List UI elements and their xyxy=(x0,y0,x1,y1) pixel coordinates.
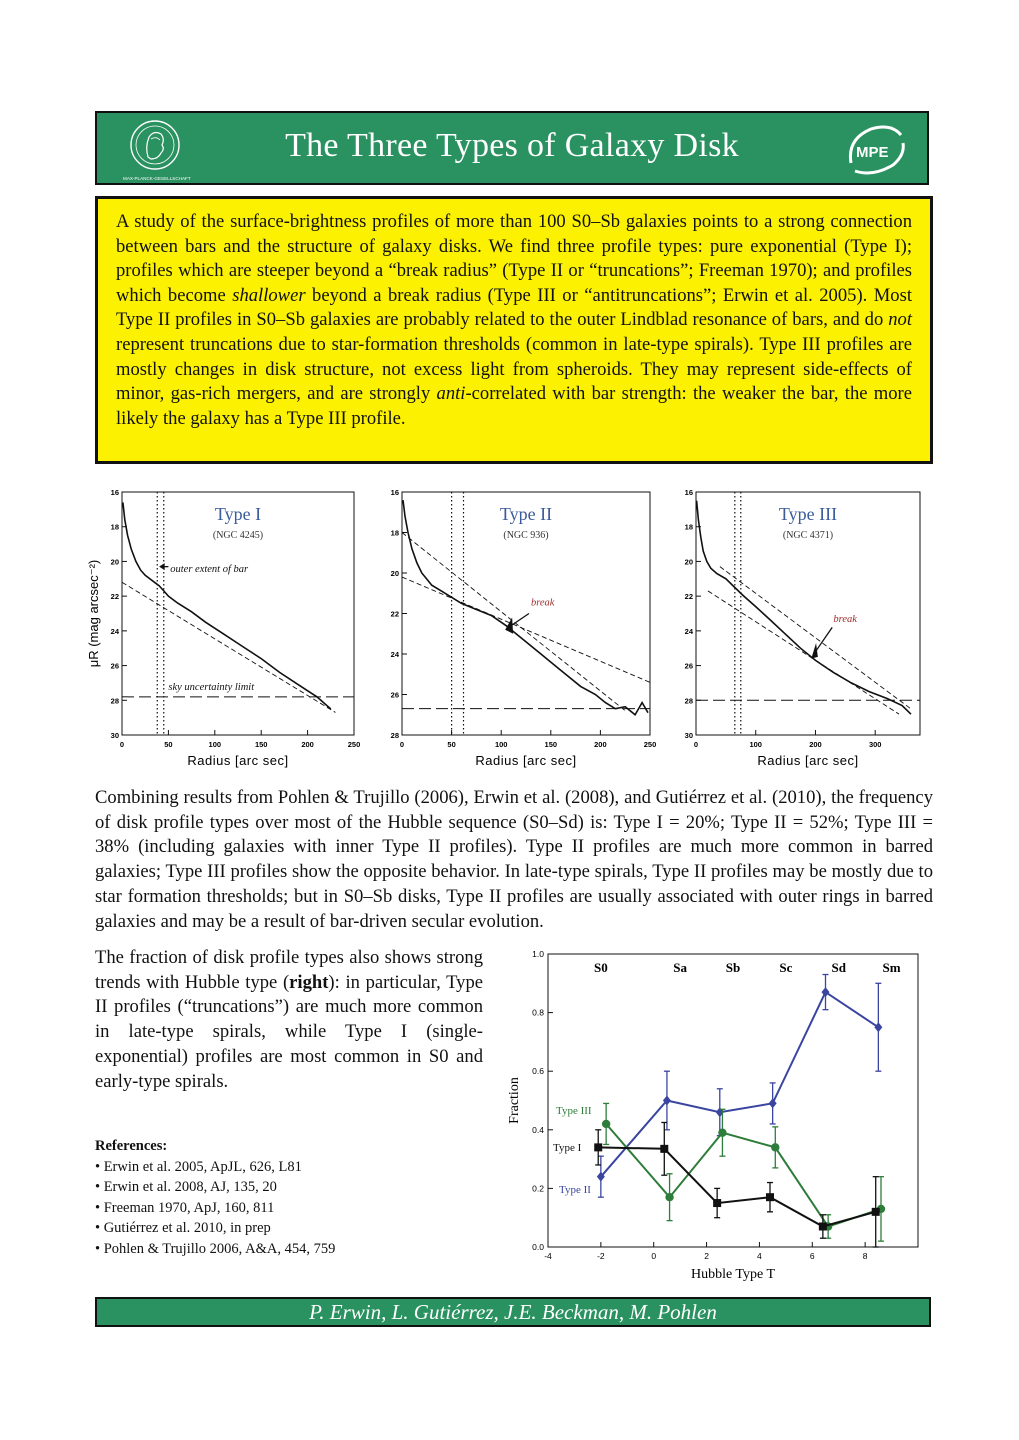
mpe-logo xyxy=(843,119,909,179)
x-tick-label: 50 xyxy=(447,740,456,749)
data-point xyxy=(766,1193,774,1201)
series-label: Type III xyxy=(556,1105,592,1117)
series-line xyxy=(606,1124,881,1227)
y-tick-label: 28 xyxy=(684,696,693,706)
data-point xyxy=(822,987,830,997)
x-tick-label: 300 xyxy=(868,740,882,749)
type-ii-profile-chart xyxy=(366,482,666,772)
reference-item: • Erwin et al. 2005, ApJL, 626, L81 xyxy=(95,1158,302,1175)
x-tick-label: 100 xyxy=(494,740,508,749)
data-point xyxy=(718,1129,726,1137)
y-tick-label: 26 xyxy=(390,690,399,700)
y-tick-label: 30 xyxy=(110,731,119,740)
x-tick-label: 150 xyxy=(254,740,268,749)
panel-title: Type I xyxy=(214,504,262,524)
x-tick-label: 50 xyxy=(164,740,173,749)
x-tick-label: 150 xyxy=(544,740,558,749)
x-tick-label: 6 xyxy=(809,1251,815,1261)
panel-annotation: sky uncertainty limit xyxy=(168,681,255,693)
x-tick-label: 4 xyxy=(757,1251,762,1261)
abstract-text-4: -correlated with bar strength: the weaker the bar, the more likely the galaxy has a Type III profile. xyxy=(116,383,912,429)
x-axis-label: Radius [arc sec] xyxy=(757,753,859,768)
body-paragraph: Combining results from Pohlen & Trujillo (2006), Erwin et al. (2008), and Gutiérrez et al. (2010), the frequency of disk profile types over most of the Hubble sequence (S0–Sd) is: Type I = 20%; Type II = 52%; Type III = 38% (including galaxies with inner Type II profiles). Type II profiles are much more common in barred galaxies; Type III profiles show the opposite behavior. In late-type spirals, Type II profiles may be mostly due to star formation thresholds; but in S0–Sb disks, Type II profiles are usually associated with outer rings in barred galaxies and may be a result of bar-driven secular evolution. xyxy=(95,787,933,932)
plot-frame xyxy=(402,492,650,735)
references-title: References: xyxy=(95,1138,168,1154)
references-list xyxy=(95,1136,455,1259)
x-tick-label: 0 xyxy=(119,740,125,749)
series-label: Type I xyxy=(553,1142,582,1154)
data-point xyxy=(872,1208,880,1216)
x-tick-label: 100 xyxy=(749,740,762,749)
y-tick-label: 16 xyxy=(684,488,693,497)
x-tick-label: 0 xyxy=(399,740,405,749)
plot-frame xyxy=(548,954,918,1247)
data-point xyxy=(769,1098,777,1108)
authors-banner: P. Erwin, L. Gutiérrez, J.E. Beckman, M. Pohlen xyxy=(95,1297,931,1327)
hubble-class-label: Sa xyxy=(673,960,688,975)
data-point xyxy=(594,1143,602,1151)
exponential-fit-line xyxy=(708,591,899,714)
y-tick-label: 24 xyxy=(390,650,399,659)
y-tick-label: 20 xyxy=(684,557,693,567)
y-tick-label: 1.0 xyxy=(532,949,544,959)
annotation-arrowhead xyxy=(159,563,165,570)
hubble-class-label: Sd xyxy=(831,960,846,975)
seal-caption: MAX-PLANCK-GESELLSCHAFT xyxy=(123,176,191,181)
x-tick-label: 200 xyxy=(594,740,607,749)
abstract-text-1: A study of the surface-brightness profiles of more than 100 S0–Sb galaxies points to a strong connection between bars and the structure of galaxy disks. We find three profile types: pure exponential (Type I); profiles which are steeper beyond a “break radius” (Type II or “truncations”; Freeman 1970); and profiles which become xyxy=(116,211,912,306)
hubble-class-label: Sm xyxy=(882,960,901,975)
trend-paragraph xyxy=(95,946,483,1094)
annotation-arrowhead xyxy=(811,643,818,659)
y-tick-label: 22 xyxy=(390,609,399,619)
y-tick-label: 22 xyxy=(110,592,119,602)
x-axis-label: Radius [arc sec] xyxy=(187,753,289,768)
x-axis-label: Radius [arc sec] xyxy=(475,753,577,768)
reference-item: • Pohlen & Trujillo 2006, A&A, 454, 759 xyxy=(95,1240,336,1257)
data-point xyxy=(602,1120,610,1128)
data-point xyxy=(713,1199,721,1207)
y-axis-label: μR (mag arcsec⁻²) xyxy=(86,559,101,668)
y-tick-label: 16 xyxy=(110,488,119,497)
data-point xyxy=(665,1193,673,1201)
trend-text-1: The fraction of disk profile types also shows strong trends with Hubble type ( xyxy=(95,947,483,993)
series-label: Type II xyxy=(559,1184,591,1196)
x-tick-label: 200 xyxy=(301,740,314,749)
y-tick-label: 28 xyxy=(110,696,119,706)
page-title: The Three Types of Galaxy Disk xyxy=(285,127,739,164)
panel-subtitle: (NGC 4371) xyxy=(782,530,834,541)
reference-item: • Gutiérrez et al. 2010, in prep xyxy=(95,1220,271,1236)
y-tick-label: 0.6 xyxy=(532,1066,544,1077)
abstract-text-2: beyond a break radius (Type III or “antitruncations”; Erwin et al. 2005). Most Type II profiles in S0–Sb galaxies are probably related to the outer Lindblad resonance of bars, and do xyxy=(116,284,913,331)
y-tick-label: 0.4 xyxy=(532,1124,544,1135)
reference-item: • Freeman 1970, ApJ, 160, 811 xyxy=(95,1199,275,1216)
panel-subtitle: (NGC 4245) xyxy=(212,530,264,541)
x-tick-label: 2 xyxy=(704,1251,709,1261)
y-axis-label: Fraction xyxy=(507,1077,522,1124)
hubble-class-label: Sc xyxy=(779,960,793,975)
panel-title: Type III xyxy=(778,504,838,524)
y-tick-label: 20 xyxy=(390,569,399,578)
panel-annotation: break xyxy=(530,597,555,609)
y-tick-label: 26 xyxy=(110,661,119,671)
hubble-class-label: Sb xyxy=(725,960,741,975)
abstract-box xyxy=(95,196,933,464)
y-tick-label: 0.0 xyxy=(532,1242,544,1252)
exponential-fit-line xyxy=(720,567,911,709)
x-tick-label: 0 xyxy=(651,1251,657,1261)
y-tick-label: 16 xyxy=(390,488,399,497)
y-tick-label: 30 xyxy=(684,731,693,740)
type-iii-profile-chart xyxy=(666,482,936,772)
data-point xyxy=(819,1222,827,1230)
y-tick-label: 28 xyxy=(390,731,399,740)
y-tick-label: 20 xyxy=(110,557,119,567)
x-tick-label: 100 xyxy=(208,740,222,749)
panel-annotation: break xyxy=(833,614,857,626)
x-tick-label: 0 xyxy=(693,740,699,749)
data-point xyxy=(874,1022,882,1032)
abstract-emphasis-shallower: shallower xyxy=(232,284,306,306)
exponential-fit-line xyxy=(402,533,625,711)
reference-item: • Erwin et al. 2008, AJ, 135, 20 xyxy=(95,1179,277,1195)
abstract-text-3: represent truncations due to star-formation thresholds (common in late-type spirals). Type III profiles are mostly changes in disk structure, not excess light from spheroids. They may represent side-effects of minor, gas-rich mergers, and are strongly xyxy=(116,333,912,405)
exponential-fit-line xyxy=(402,577,650,682)
y-tick-label: 24 xyxy=(684,626,693,636)
panel-subtitle: (NGC 936) xyxy=(503,530,549,541)
data-point xyxy=(660,1145,668,1153)
trend-bold-right: right xyxy=(289,971,329,993)
abstract-emphasis-not: not xyxy=(888,309,912,331)
trend-text-2: ): in particular, Type II profiles (“truncations”) are much more common in late-type spirals, while Type I (single-exponential) profiles are most common in S0 and early-type spirals. xyxy=(95,971,483,1092)
y-tick-label: 22 xyxy=(684,592,693,602)
y-tick-label: 18 xyxy=(390,528,399,538)
x-tick-label: 250 xyxy=(347,740,361,749)
x-tick-label: 250 xyxy=(643,740,657,749)
x-tick-label: -4 xyxy=(544,1251,552,1261)
y-tick-label: 24 xyxy=(110,626,119,636)
annotation-arrow xyxy=(511,614,529,626)
data-point xyxy=(771,1143,779,1151)
y-tick-label: 26 xyxy=(684,661,693,671)
mpe-logo-text: MPE xyxy=(856,144,889,161)
panel-annotation: outer extent of bar xyxy=(170,563,249,575)
y-tick-label: 0.2 xyxy=(532,1183,544,1194)
type-i-profile-chart xyxy=(82,482,367,772)
x-axis-label: Hubble Type T xyxy=(690,1267,776,1282)
abstract-emphasis-anti: anti xyxy=(436,383,466,405)
x-tick-label: 200 xyxy=(809,740,822,749)
series-line xyxy=(598,1147,876,1226)
exponential-fit-line xyxy=(122,582,335,712)
x-tick-label: 8 xyxy=(862,1251,868,1261)
hubble-class-label: S0 xyxy=(593,960,608,975)
y-tick-label: 0.8 xyxy=(532,1007,544,1018)
title-banner xyxy=(95,111,929,185)
x-tick-label: -2 xyxy=(597,1251,605,1261)
y-tick-label: 18 xyxy=(110,522,119,532)
panel-title: Type II xyxy=(499,504,553,524)
y-tick-label: 18 xyxy=(684,522,693,532)
fraction-vs-hubble-type-chart xyxy=(500,944,930,1289)
